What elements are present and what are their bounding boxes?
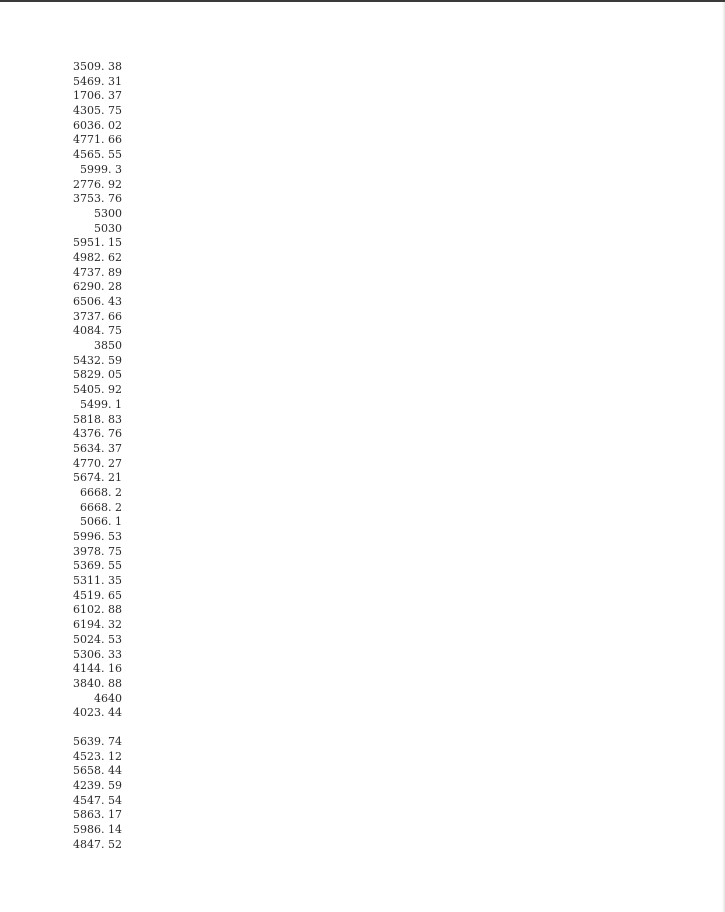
value-cell: 4305. 75 bbox=[73, 104, 122, 118]
value-cell: 4239. 59 bbox=[73, 779, 122, 793]
value-cell: 5469. 31 bbox=[73, 74, 122, 88]
value-cell: 3753. 76 bbox=[73, 192, 122, 206]
value-cell: 2776. 92 bbox=[73, 177, 122, 191]
value-cell: 5996. 53 bbox=[73, 530, 122, 543]
value-cell: 5818. 83 bbox=[73, 412, 122, 426]
value-cell: 3509. 38 bbox=[73, 60, 122, 73]
value-cell: 5306. 33 bbox=[73, 647, 122, 661]
value-cell: 6194. 32 bbox=[73, 618, 122, 632]
value-cell: 5674. 21 bbox=[73, 471, 122, 485]
value-cell: 5829. 05 bbox=[73, 368, 122, 382]
value-cell: 5863. 17 bbox=[73, 808, 122, 822]
value-cell: 4771. 66 bbox=[73, 133, 122, 147]
value-cell: 5369. 55 bbox=[73, 559, 122, 573]
value-cell: 4770. 27 bbox=[73, 456, 122, 470]
value-cell: 6036. 02 bbox=[73, 118, 122, 132]
value-cell: 5951. 15 bbox=[73, 236, 122, 250]
value-cell: 5658. 44 bbox=[73, 764, 122, 778]
value-cell: 4640 bbox=[94, 691, 122, 705]
value-cell: 5639. 74 bbox=[73, 735, 122, 748]
value-cell: 4847. 52 bbox=[73, 837, 122, 851]
value-cell: 6506. 43 bbox=[73, 295, 122, 308]
value-cell: 5066. 1 bbox=[80, 515, 122, 529]
value-cell: 4565. 55 bbox=[73, 148, 122, 162]
top-border-line bbox=[0, 0, 725, 2]
value-cell: 3840. 88 bbox=[73, 676, 122, 690]
value-cell: 5999. 3 bbox=[80, 162, 122, 176]
value-cell: 5311. 35 bbox=[73, 574, 122, 588]
value-cell: 5986. 14 bbox=[73, 823, 122, 837]
value-cell: 4519. 65 bbox=[73, 588, 122, 602]
value-cell: 3850 bbox=[94, 339, 122, 353]
value-cell: 4376. 76 bbox=[73, 427, 122, 441]
value-column-lower bbox=[60, 735, 122, 853]
value-cell: 5300 bbox=[94, 206, 122, 220]
value-cell: 5024. 53 bbox=[73, 632, 122, 646]
value-cell: 5405. 92 bbox=[73, 383, 122, 397]
value-cell: 5499. 1 bbox=[80, 397, 122, 411]
value-cell: 6668. 2 bbox=[80, 500, 122, 514]
value-cell: 4547. 54 bbox=[73, 793, 122, 807]
value-cell: 4982. 62 bbox=[73, 250, 122, 264]
value-cell: 6668. 2 bbox=[80, 485, 122, 499]
value-column-upper bbox=[60, 60, 122, 721]
value-cell: 4144. 16 bbox=[73, 662, 122, 676]
value-cell: 3978. 75 bbox=[73, 544, 122, 558]
value-cell: 3737. 66 bbox=[73, 309, 122, 323]
value-cell: 5634. 37 bbox=[73, 441, 122, 455]
value-cell: 4084. 75 bbox=[73, 324, 122, 338]
value-cell: 4523. 12 bbox=[73, 749, 122, 763]
value-cell: 6102. 88 bbox=[73, 603, 122, 617]
value-cell: 5030 bbox=[94, 221, 122, 235]
value-cell: 5432. 59 bbox=[73, 353, 122, 367]
value-cell: 4023. 44 bbox=[73, 706, 122, 720]
value-cell: 6290. 28 bbox=[73, 280, 122, 294]
value-cell: 1706. 37 bbox=[73, 89, 122, 103]
value-cell: 4737. 89 bbox=[73, 265, 122, 279]
